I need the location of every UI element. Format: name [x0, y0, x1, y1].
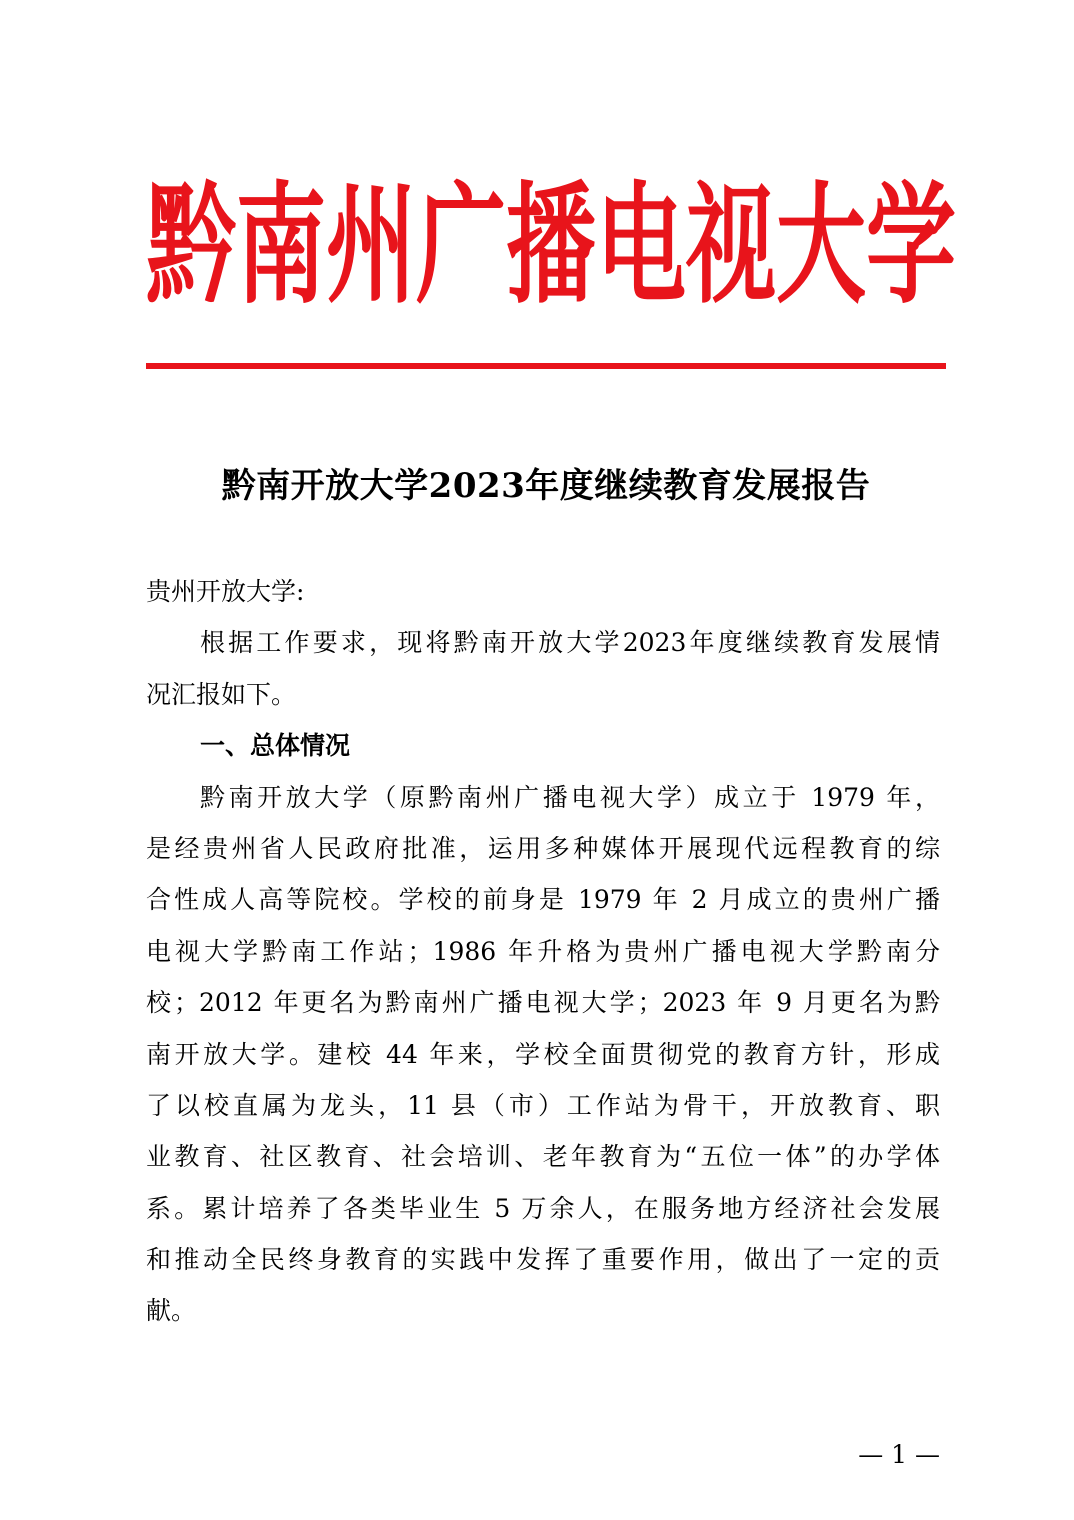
- masthead-char: 广: [416, 170, 506, 323]
- paragraph-line: 况汇报如下。: [146, 679, 297, 709]
- paragraph-line: 了以校直属为龙头，11 县（市）工作站为骨干，开放教育、职: [146, 1090, 940, 1120]
- paragraph-line: 系。累计培养了各类毕业生 5 万余人，在服务地方经济社会发展: [146, 1193, 940, 1223]
- section-heading: 一、总体情况: [200, 731, 351, 761]
- masthead-char: 视: [686, 170, 776, 323]
- masthead-char: 学: [866, 170, 956, 323]
- paragraph-line: 黔南开放大学（原黔南州广播电视大学）成立于 1979 年，: [200, 782, 940, 812]
- page-number: — 1 —: [858, 1440, 940, 1469]
- document-title: 黔南开放大学2023年度继续教育发展报告: [221, 466, 871, 506]
- document-body: [146, 566, 940, 1337]
- salutation: 贵州开放大学:: [146, 577, 305, 606]
- masthead-char: 大: [776, 170, 866, 323]
- masthead-char: 黔: [146, 170, 236, 323]
- paragraph-line: 合性成人高等院校。学校的前身是 1979 年 2 月成立的贵州广播: [146, 885, 940, 915]
- masthead-char: 播: [506, 170, 596, 323]
- institution-masthead: [146, 170, 956, 323]
- masthead-char: 电: [596, 170, 686, 323]
- paragraph-line: 根据工作要求，现将黔南开放大学2023年度继续教育发展情: [200, 628, 940, 658]
- paragraph-line: 和推动全民终身教育的实践中发挥了重要作用，做出了一定的贡: [146, 1245, 940, 1275]
- paragraph-line: 电视大学黔南工作站；1986 年升格为贵州广播电视大学黔南分: [146, 936, 940, 966]
- paragraph-line: 南开放大学。建校 44 年来，学校全面贯彻党的教育方针，形成: [146, 1039, 940, 1069]
- paragraph-line: 业教育、社区教育、社会培训、老年教育为“五位一体”的办学体: [146, 1142, 940, 1172]
- masthead-char: 州: [326, 170, 416, 323]
- paragraph-line: 是经贵州省人民政府批准，运用多种媒体开展现代远程教育的综: [146, 833, 940, 863]
- paragraph-line: 校；2012 年更名为黔南州广播电视大学；2023 年 9 月更名为黔: [146, 988, 940, 1018]
- masthead-char: 南: [236, 170, 326, 323]
- masthead-divider: [146, 363, 946, 369]
- paragraph-line: 献。: [146, 1296, 197, 1326]
